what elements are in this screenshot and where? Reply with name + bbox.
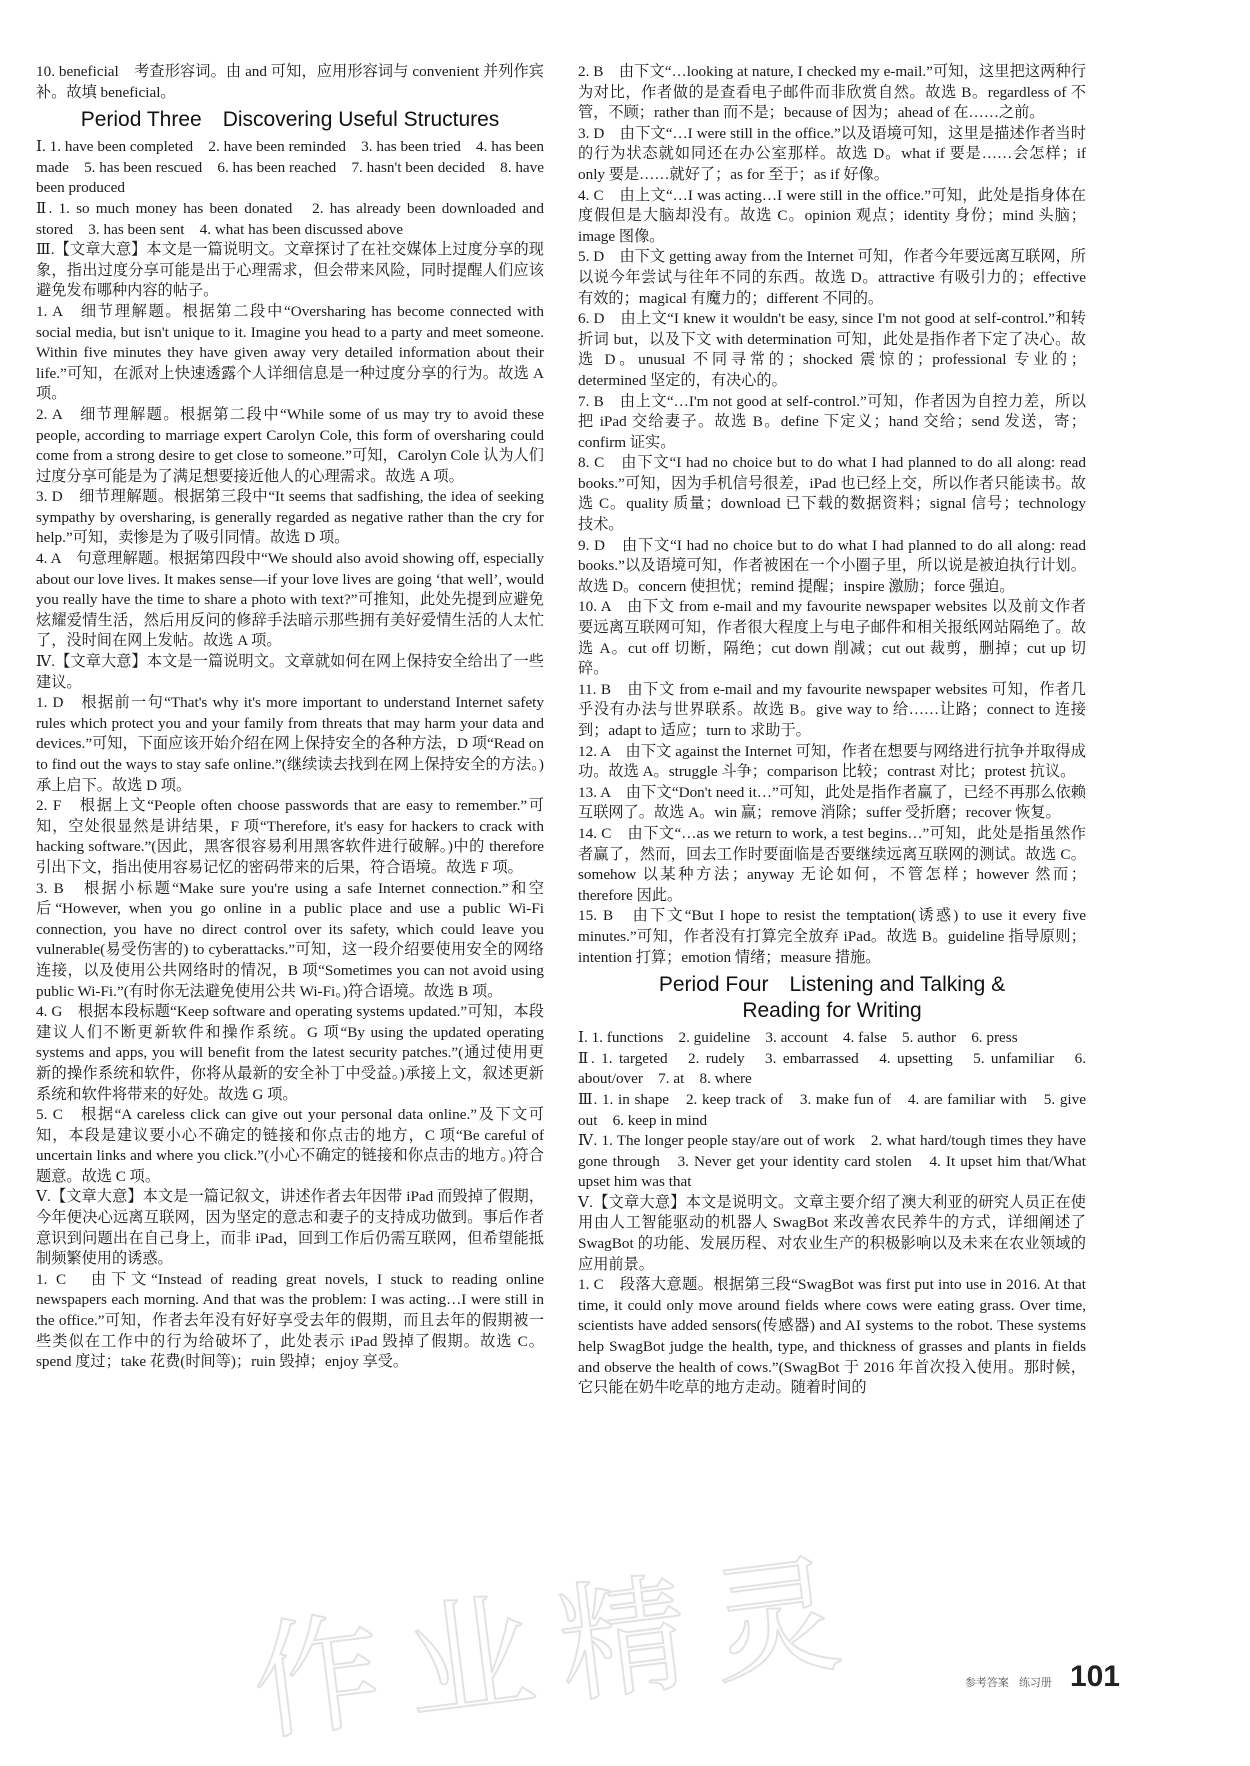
answer-paragraph: 14. C 由下文“…as we return to work, a test begins…”可知，此处是指虽然作者赢了，然而，回去工作时要面临是否要继续远离互联网的测试。故选 C。somehow 以某种方法；anyway 无论如何，不管怎样；however 然而；therefore 因此。 bbox=[578, 824, 1086, 904]
answer-paragraph: 4. G 根据本段标题“Keep software and operating systems updated.”可知，本段建议人们不断更新软件和操作系统。G 项“By using the updated operating systems and apps, you will benefit from the latest security patches.”(通过使用更新的操作系统和软件，你将从最新的安全补丁中受益。)承接上文，叙述更新系统和软件将带来的好处。故选 G 项。 bbox=[36, 1003, 544, 1103]
answer-paragraph: Ⅳ.【文章大意】本文是一篇说明文。文章就如何在网上保持安全给出了一些建议。 bbox=[36, 653, 544, 691]
answer-paragraph: Ⅳ. 1. The longer people stay/are out of work 2. what hard/tough times they have gone through 3. Never get your identity card stolen 4. It upset him that/What upset him was that bbox=[578, 1132, 1086, 1191]
watermark: 作业精灵 bbox=[244, 1536, 875, 1760]
answer-paragraph: 15. B 由下文“But I hope to resist the temptation(诱惑) to use it every five minutes.”可知，作者没有打算完全放弃 iPad。故选 B。guideline 指导原则；intention 打算；emotion 情绪；measure 措施。 bbox=[578, 907, 1086, 966]
section-title-line-2: Reading for Writing bbox=[742, 999, 922, 1023]
answer-paragraph: 5. C 根据“A careless click can give out your personal data online.”及下文可知，本段是建议要小心不确定的链接和你点击的地方，C 项“Be careful of uncertain links and where you click.”(小心不确定的链接和你点击的地方。)符合题意。故选 C 项。 bbox=[36, 1106, 544, 1185]
answer-paragraph: Ⅰ. 1. functions 2. guideline 3. account 4. false 5. author 6. press bbox=[578, 1029, 1018, 1047]
answer-paragraph: 12. A 由下文 against the Internet 可知，作者在想要与网络进行抗争并取得成功。故选 A。struggle 斗争；comparison 比较；contrast 对比；protest 抗议。 bbox=[578, 742, 1086, 781]
answer-paragraph: Ⅱ. 1. targeted 2. rudely 3. embarrassed 4. upsetting 5. unfamiliar 6. about/over 7. at 8. where bbox=[578, 1049, 1086, 1088]
answer-paragraph: 2. A 细节理解题。根据第二段中“While some of us may try to avoid these people, according to marriage expert Carolyn Cole, this form of oversharing could come from a strong desire to get close to someone.”可知，Carolyn Cole 认为人们过度分享可能是为了满足想要接近他人的心理需求。故选 A 项。 bbox=[36, 405, 544, 485]
answer-paragraph: 2. B 由下文“…looking at nature, I checked my e-mail.”可知，这里把这两种行为对比，作者做的是查看电子邮件而非欣赏自然。故选 B。regardless of 不管，不顾；rather than 而不是；because of 因为；ahead of 在……之前。 bbox=[578, 63, 1086, 122]
answer-paragraph: 3. D 细节理解题。根据第三段中“It seems that sadfishing, the idea of seeking sympathy by oversharing, is generally regarded as negative rather than the cry for help.”可知，卖惨是为了吸引同情。故选 D 项。 bbox=[36, 488, 544, 547]
answer-paragraph: Ⅴ.【文章大意】本文是一篇记叙文，讲述作者去年因带 iPad 而毁掉了假期，今年便决心远离互联网，因为坚定的意志和妻子的支持成功做到。事后作者意识到问题出在自己身上，而非 iPad，回到工作后仍需互联网，但希望能抵制频繁使用的诱惑。 bbox=[36, 1188, 544, 1268]
answer-paragraph: 11. B 由下文 from e-mail and my favourite newspaper websites 可知，作者几乎没有办法与世界联系。故选 B。give way to 给……让路；connect to 连接到；adapt to 适应；turn to 求助于。 bbox=[578, 680, 1086, 739]
answer-paragraph: 3. D 由下文“…I were still in the office.”以及语境可知，这里是描述作者当时的行为状态就如同还在办公室那样。故选 D。what if 要是……会怎样；if only 要是……就好了；as for 至于；as if 好像。 bbox=[578, 124, 1086, 183]
left-column bbox=[36, 62, 544, 1373]
answer-paragraph: 13. A 由下文“Don't need it…”可知，此处是指作者赢了，已经不再那么依赖互联网了。故选 A。win 赢；remove 消除；suffer 受折磨；recover 恢复。 bbox=[578, 783, 1086, 822]
answer-paragraph: 1. D 根据前一句“That's why it's more important to understand Internet safety rules which protect you and your family from threats that may harm your data and devices.”可知，下面应该开始介绍在网上保持安全的各种方法，D 项“Read on to find out the ways to stay safe online.”(继续读去找到在网上保持安全的方法。)承上启下。故选 D 项。 bbox=[36, 694, 544, 794]
answer-paragraph: 3. B 根据小标题“Make sure you're using a safe Internet connection.”和空后“However, when you go online in a public place and use a public Wi-Fi connection, you have no direct control over its safety, which could leave you vulnerable(易受伤害的) to cyberattacks.”可知，这一段介绍要使用安全的网络连接，以及使用公共网络时的情况，B 项“Sometimes you can not avoid using public Wi-Fi.”(有时你无法避免使用公共 Wi-Fi。)符合语境。故选 B 项。 bbox=[36, 879, 544, 1000]
section-title-line-1: Period Four Listening and Talking & bbox=[658, 973, 1006, 997]
answer-paragraph: Ⅴ.【文章大意】本文是说明文。文章主要介绍了澳大利亚的研究人员正在使用由人工智能驱动的机器人 SwagBot 来改善农民养牛的方式，详细阐述了 SwagBot 的功能、发展历程、对农业生产的积极影响以及未来在农业领域的应用前景。 bbox=[578, 1193, 1086, 1273]
answer-paragraph: Ⅱ. 1. so much money has been donated 2. has already been downloaded and stored 3. has been sent 4. what has been discussed above bbox=[36, 199, 544, 238]
answer-paragraph: 4. C 由上文“…I was acting…I were still in the office.”可知，此处是指身体在度假但是大脑却没有。故选 C。opinion 观点；identity 身份；mind 头脑；image 图像。 bbox=[578, 186, 1086, 245]
answer-paragraph: 10. A 由下文 from e-mail and my favourite newspaper websites 以及前文作者要远离互联网可知，作者很大程度上与电子邮件和相关报纸网站隔绝了。故选 A。cut off 切断，隔绝；cut down 削减；cut out 裁剪，删掉；cut up 切碎。 bbox=[578, 598, 1086, 678]
answer-paragraph: 1. A 细节理解题。根据第二段中“Oversharing has become connected with social media, but isn't unique to it. Imagine you head to a party and meet someone. Within five minutes they have given away very detailed information about their life.”可知，在派对上快速透露个人详细信息是一种过度分享的行为。故选 A 项。 bbox=[36, 302, 544, 403]
section-title-period-three: Period Three Discovering Useful Structures bbox=[80, 108, 500, 132]
answer-paragraph: 1. C 段落大意题。根据第三段“SwagBot was first put into use in 2016. At that time, it could only move around fields where cows were eating grass. Over time, scientists have added sensors(传感器) and AI systems to the robot. These systems help SwagBot judge the health, type, and thickness of grasses and plants in fields and observe the health of cows.”(SwagBot 于 2016 年首次投入使用。那时候，它只能在奶牛吃草的地方走动。随着时间的 bbox=[578, 1276, 1086, 1397]
answer-paragraph: 1. C 由下文“Instead of reading great novels, I stuck to reading online newspapers each morning. And that was the problem: I was acting…I were still in the office.”可知，作者去年没有好好享受去年的假期，而且去年的假期被一些类似在工作中的行为给破坏了，此处表示 iPad 毁掉了假期。故选 C。spend 度过；take 花费(时间等)；ruin 毁掉；enjoy 享受。 bbox=[36, 1270, 544, 1371]
answer-paragraph: 10. beneficial 考查形容词。由 and 可知，应用形容词与 convenient 并列作宾补。故填 beneficial。 bbox=[36, 63, 544, 101]
page-number: 101 bbox=[1069, 1660, 1120, 1693]
right-column bbox=[578, 62, 1086, 1399]
section-title-period-four bbox=[578, 972, 1086, 1024]
answer-paragraph: 6. D 由上文“I knew it wouldn't be easy, since I'm not good at self-control.”和转折词 but，以及下文 with determination 可知，此处是指作者下定了决心。故选 D。unusual 不同寻常的；shocked 震惊的；professional 专业的；determined 坚定的，有决心的。 bbox=[578, 310, 1086, 389]
answer-paragraph: Ⅰ. 1. have been completed 2. have been reminded 3. has been tried 4. has been made 5. has been rescued 6. has been reached 7. hasn't been decided 8. have been produced bbox=[36, 138, 544, 197]
answer-paragraph: 8. C 由下文“I had no choice but to do what I had planned to do all along: read books.”可知，因为手机信号很差，iPad 也已经上交，所以作者只能读书。故选 C。quality 质量；download 已下载的数据资料；signal 信号；technology 技术。 bbox=[578, 454, 1086, 534]
page-footer bbox=[965, 1660, 1120, 1694]
answer-paragraph: 9. D 由下文“I had no choice but to do what I had planned to do all along: read books.”以及语境可知，作者被困在一个小圈子里，所以说是被迫执行计划。故选 D。concern 使担忧；remind 提醒；inspire 激励；force 强迫。 bbox=[578, 536, 1086, 595]
answer-paragraph: 5. D 由下文 getting away from the Internet 可知，作者今年要远离互联网，所以说今年尝试与往年不同的东西。故选 D。attractive 有吸引力的；effective 有效的；magical 有魔力的；different 不同的。 bbox=[578, 248, 1086, 307]
footer-label-workbook: 练习册 bbox=[1018, 1677, 1052, 1689]
footer-label-answers: 参考答案 bbox=[964, 1677, 1009, 1689]
answer-paragraph: 2. F 根据上文“People often choose passwords that are easy to remember.”可知，空处很显然是讲结果，F 项“Therefore, it's easy for hackers to crack with hacking software.”(因此，黑客很容易利用黑客软件进行破解。)中的 therefore 引出下文，指出使用容易记忆的密码带来的后果，符合语境。故选 F 项。 bbox=[36, 797, 544, 876]
answer-paragraph: 7. B 由上文“…I'm not good at self-control.”可知，作者因为自控力差，所以把 iPad 交给妻子。故选 B。define 下定义；hand 交给；send 发送，寄；confirm 证实。 bbox=[578, 392, 1086, 451]
answer-paragraph: Ⅲ. 1. in shape 2. keep track of 3. make fun of 4. are familiar with 5. give out 6. keep in mind bbox=[578, 1090, 1086, 1129]
answer-paragraph: 4. A 句意理解题。根据第四段中“We should also avoid showing off, especially about our love lives. It makes sense—if your love lives are going ‘that well’, would you really have the time to share a photo with text?”可推知，此处先提到应避免炫耀爱情生活，然后用反问的修辞手法暗示那些拥有美好爱情生活的人太忙了，没时间在网上发帖。故选 A 项。 bbox=[36, 550, 544, 650]
answer-paragraph: Ⅲ.【文章大意】本文是一篇说明文。文章探讨了在社交媒体上过度分享的现象，指出过度分享可能是出于心理需求，但会带来风险，同时提醒人们应该避免发布哪种内容的帖子。 bbox=[36, 241, 544, 300]
